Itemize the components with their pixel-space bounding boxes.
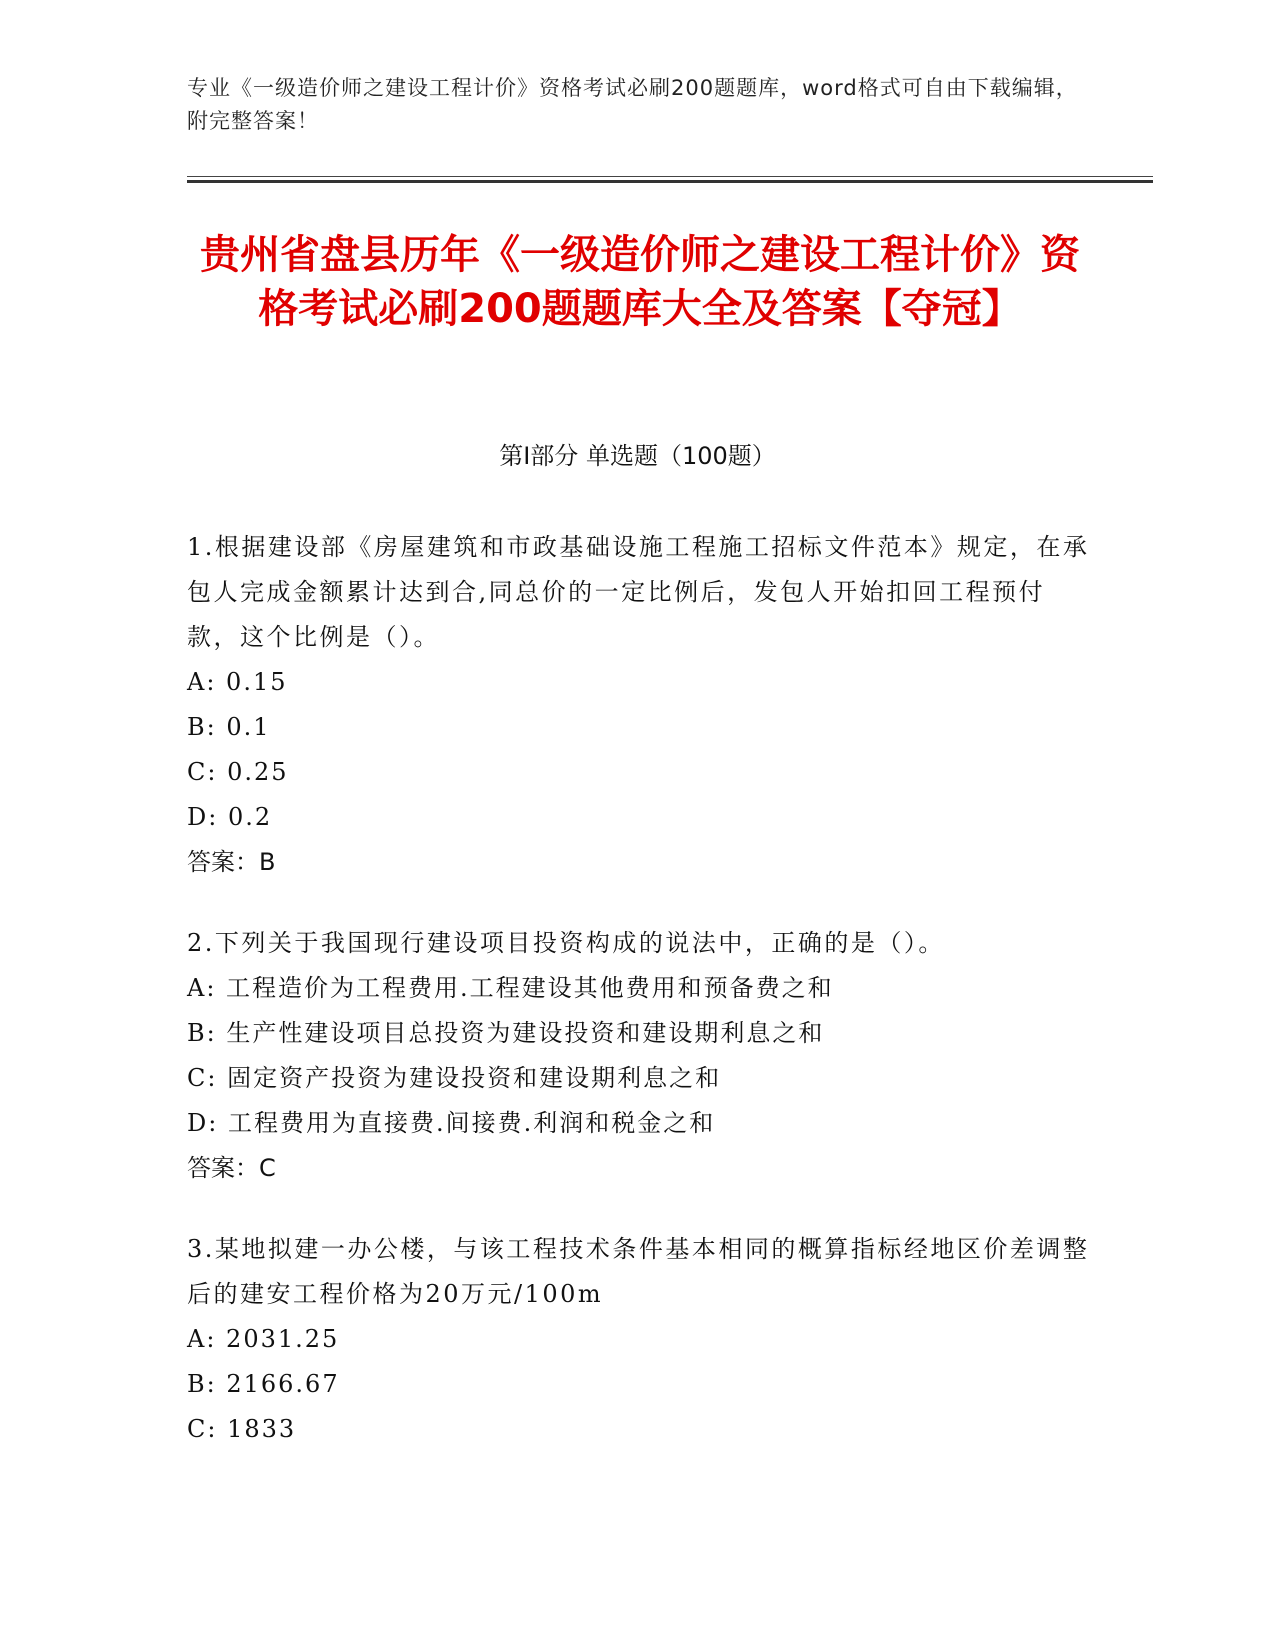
option-c: C: 0.25	[187, 758, 289, 786]
option-b: B: 生产性建设项目总投资为建设投资和建设期利息之和	[187, 1019, 825, 1047]
question-list	[187, 525, 1097, 1488]
option-a: A: 2031.25	[187, 1325, 340, 1353]
option-b: B: 0.1	[187, 713, 271, 741]
question-3	[187, 1227, 1097, 1452]
section-heading: 第I部分 单选题（100题）	[499, 442, 776, 470]
question-text: 2.下列关于我国现行建设项目投资构成的说法中，正确的是（）。	[187, 929, 945, 957]
question-text: 3.某地拟建一办公楼，与该工程技术条件基本相同的概算指标经地区价差调整后的建安工程价格为20万元/100m	[187, 1235, 1090, 1308]
option-c: C: 1833	[187, 1415, 297, 1443]
question-text: 1.根据建设部《房屋建筑和市政基础设施工程施工招标文件范本》规定，在承包人完成金额累计达到合,同总价的一定比例后，发包人开始扣回工程预付款，这个比例是（）。	[187, 533, 1090, 651]
divider-thin	[187, 176, 1153, 177]
answer: 答案：C	[187, 1154, 276, 1182]
header-note: 专业《一级造价师之建设工程计价》资格考试必刷200题题库，word格式可自由下载编辑，附完整答案！	[187, 76, 1078, 133]
option-c: C: 固定资产投资为建设投资和建设期利息之和	[187, 1064, 722, 1092]
option-a: A: 工程造价为工程费用.工程建设其他费用和预备费之和	[187, 974, 834, 1002]
divider-thick	[187, 180, 1153, 183]
answer: 答案：B	[187, 848, 276, 876]
question-1	[187, 525, 1097, 885]
option-d: D: 0.2	[187, 803, 273, 831]
question-2	[187, 921, 1097, 1191]
option-d: D: 工程费用为直接费.间接费.利润和税金之和	[187, 1109, 716, 1137]
page-title: 贵州省盘县历年《一级造价师之建设工程计价》资格考试必刷200题题库大全及答案【夺冠】	[200, 232, 1080, 332]
option-a: A: 0.15	[187, 668, 288, 696]
option-b: B: 2166.67	[187, 1370, 340, 1398]
